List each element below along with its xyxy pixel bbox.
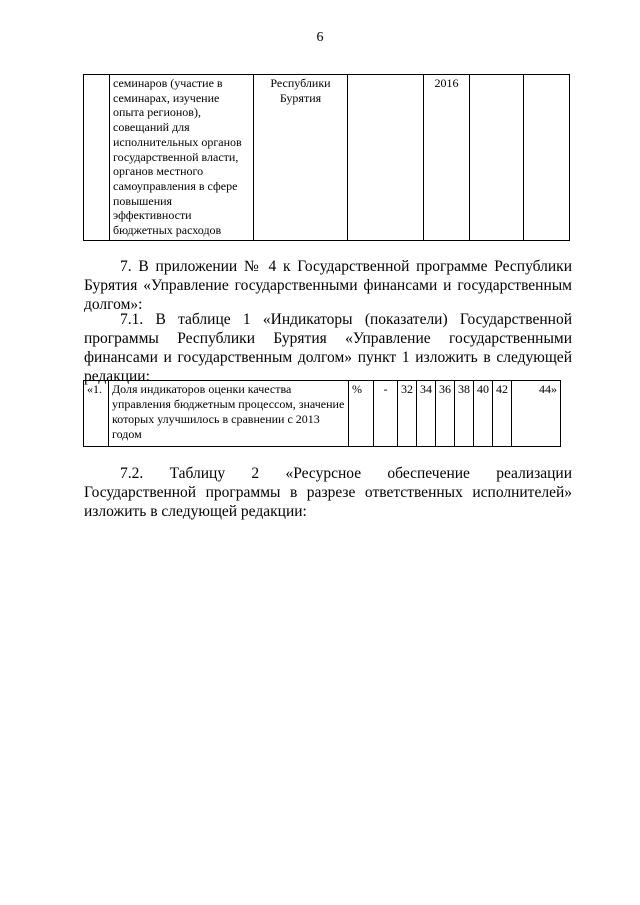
paragraph-7-2: 7.2. Таблицу 2 «Ресурсное обеспечение реализации Государственной программы в разрезе ответственных исполнителей» изложить в следующей редакции: (84, 465, 572, 520)
indicator-value: 36 (436, 381, 455, 447)
indicator-name: Доля индикаторов оценки качества управления бюджетным процессом, значение которых улучшилось в сравнении с 2013 годом (109, 381, 349, 447)
table-cell-executor: Республики Бурятия (254, 75, 348, 241)
indicator-value: 34 (417, 381, 436, 447)
page-number: 6 (316, 30, 324, 45)
indicator-number: «1. (84, 381, 109, 447)
table-cell-year: 2016 (424, 75, 470, 241)
table-row (84, 381, 561, 447)
paragraph-7-1: 7.1. В таблице 1 «Индикаторы (показатели) Государственной программы Республики Бурятия «Управление государственными финансами и государственным долгом» пункт 1 изложить в следующей редакции: (84, 311, 572, 385)
paragraph-7: 7. В приложении № 4 к Государственной программе Республики Бурятия «Управление государственными финансами и государственным долгом»: (84, 258, 572, 313)
continued-table (83, 74, 570, 241)
table-row (84, 75, 570, 241)
indicator-unit: % (349, 381, 374, 447)
table-cell-description: семинаров (участие в семинарах, изучение опыта регионов), совещаний для исполнительных органов государственной власти, органов местного самоуправления в сфере повышения эффективности бюджетных расходов (110, 75, 254, 241)
table-cell-empty (84, 75, 110, 241)
indicator-value: 32 (398, 381, 417, 447)
indicator-value: 40 (474, 381, 493, 447)
indicator-value: 38 (455, 381, 474, 447)
indicator-table (83, 380, 561, 447)
indicator-value: 42 (493, 381, 512, 447)
indicator-value: 44» (512, 381, 561, 447)
table-cell-empty (348, 75, 424, 241)
table-cell-empty (524, 75, 570, 241)
indicator-value: - (374, 381, 398, 447)
table-cell-empty (470, 75, 524, 241)
